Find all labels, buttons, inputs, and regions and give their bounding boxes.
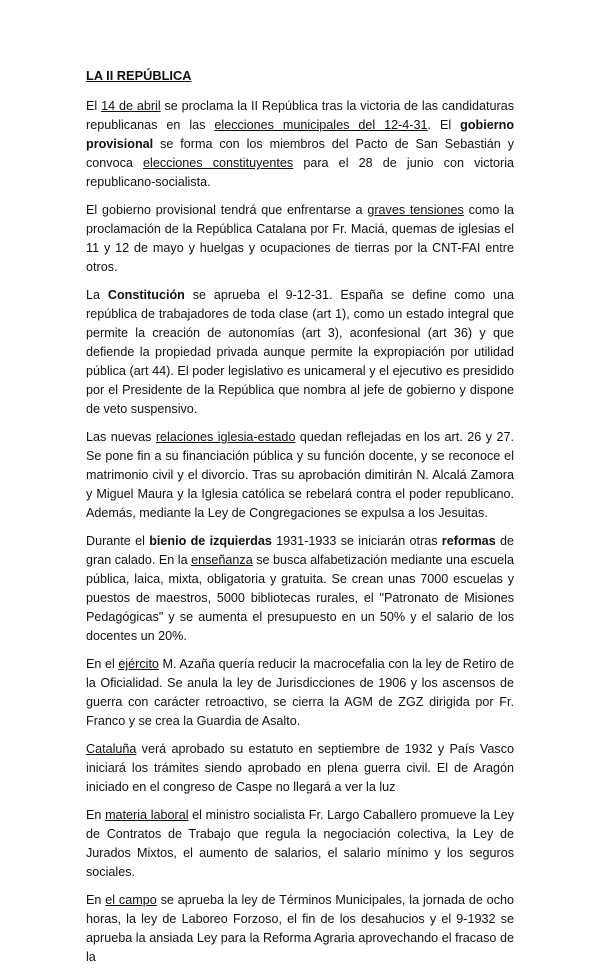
relaciones-iglesia-estado: relaciones iglesia-estado [155, 430, 296, 444]
el-campo: el campo [105, 893, 157, 907]
paragraph-bienio: Durante el bienio de izquierdas 1931-1933 se iniciarán otras reformas de gran calado. En la enseñanza se busca alfabetización mediante una escuela pública, laica, mixta, obligatoria y gratuita. Se crean unas 7000 escuelas y puestos de maestros, 5000 bibliotecas rurales, el "Patronato de Misiones Pedagógicas" y se aumenta el presupuesto en un 50% y el salario de los docentes un 20%. [86, 534, 515, 643]
page-title: LA II REPÚBLICA [86, 68, 192, 83]
paragraph-iglesia-estado: Las nuevas relaciones iglesia-estado quedan reflejadas en los art. 26 y 27. Se pone fin a su financiación pública y su función docente, y se reconoce el matrimonio civil y el divorcio. Tras su aprobación dimitirán N. Alcalá Zamora y Miguel Maura y la Iglesia católica se rebelará contra el poder republicano. Además, mediante la Ley de Congregaciones se expulsa a los Jesuitas. [86, 430, 514, 520]
constitucion-term: Constitución [107, 288, 185, 302]
ejercito-term: ejército [118, 657, 159, 671]
cataluna-term: Cataluña [86, 742, 137, 756]
document-page [86, 66, 514, 976]
paragraph-estatutos: Cataluña verá aprobado su estatuto en septiembre de 1932 y País Vasco iniciará los trámites siendo aprobado en plena guerra civil. El de Aragón iniciado en el congreso de Caspe no llegará a ver la luz [86, 742, 514, 794]
paragraph-campo: En el campo se aprueba la ley de Términos Municipales, la jornada de ocho horas, la ley de Laboreo Forzoso, el fin de los desahucios y el 9-1932 se aprueba la ansiada Ley para la Reforma Agraria aprovechando el fracaso de la [86, 893, 514, 964]
materia-laboral: materia laboral [105, 808, 189, 822]
bienio-de-izquierdas: bienio de izquierdas [149, 534, 272, 548]
date-14-abril: 14 de abril [101, 99, 161, 113]
paragraph-proclamation: El 14 de abril se proclama la II República tras la victoria de las candidaturas republicanas en las elecciones municipales del 12-4-31. El gobierno provisional se forma con los miembros del Pacto de San Sebastián y convoca elecciones constituyentes para el 28 de junio con victoria republicano-socialista. [86, 99, 515, 189]
gobierno-provisional: gobierno provisional [86, 118, 515, 151]
graves-tensiones: graves tensiones [367, 203, 464, 217]
elecciones-municipales: elecciones municipales del 12-4-31 [214, 118, 428, 132]
paragraph-tensiones: El gobierno provisional tendrá que enfrentarse a graves tensiones como la proclamación de la República Catalana por Fr. Maciá, quemas de iglesias el 11 y 12 de mayo y huelgas y ocupaciones de tierras por la CNT-FAI entre otros. [86, 203, 514, 274]
ensenanza-term: enseñanza [191, 553, 253, 567]
elecciones-constituyentes: elecciones constituyentes [143, 156, 294, 170]
paragraph-constitucion: La Constitución se aprueba el 9-12-31. España se define como una república de trabajadores de toda clase (art 1), como un estado integral que permite la creación de autonomías (art 3), aconfesional (art 36) y que defiende la propiedad privada aunque permite la expropiación por utilidad pública (art 44). El poder legislativo es unicameral y el ejecutivo es presidido por el Presidente de la República que nombra al jefe de gobierno y dispone de veto suspensivo. [86, 288, 514, 416]
reformas-term: reformas [441, 534, 496, 548]
paragraph-laboral: En materia laboral el ministro socialista Fr. Largo Caballero promueve la Ley de Contratos de Trabajo que regula la negociación colectiva, la Ley de Jurados Mixtos, el aumento de salarios, el salario mínimo y los seguros sociales. [86, 808, 514, 879]
paragraph-ejercito: En el ejército M. Azaña quería reducir la macrocefalia con la ley de Retiro de la Oficialidad. Se anula la ley de Jurisdicciones de 1906 y los ascensos de guerra con carácter retroactivo, se cierra la AGM de ZGZ dirigida por Fr. Franco y se crea la Guardia de Asalto. [86, 657, 514, 728]
